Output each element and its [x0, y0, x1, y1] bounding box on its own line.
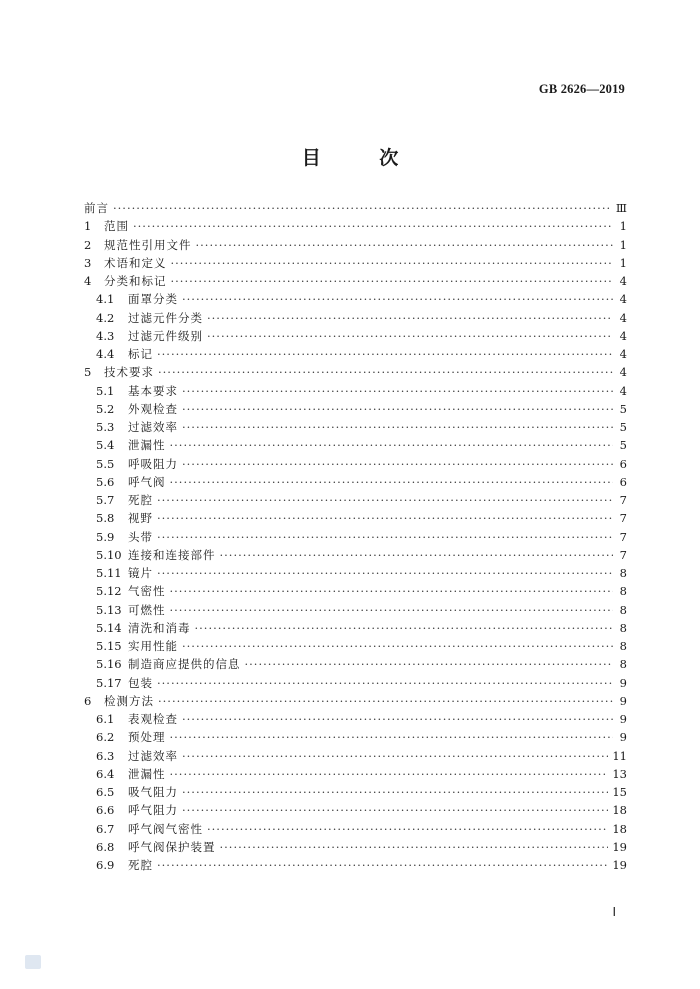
toc-entry-page: 9 [619, 712, 627, 726]
toc-entry[interactable] [84, 674, 627, 692]
toc-entry-page: 7 [619, 547, 627, 562]
toc-dot-leader [182, 747, 608, 765]
toc-entry[interactable] [84, 400, 627, 418]
toc-entry-page: 4 [619, 328, 627, 343]
toc-entry-page: 4 [619, 292, 627, 307]
toc-entry-page: 7 [619, 529, 627, 544]
toc-entry-page: 4 [619, 310, 627, 325]
toc-entry-number: 5.1 [96, 383, 115, 398]
toc-entry-title: 呼气阀保护装置 [128, 839, 216, 854]
toc-entry-title: 死腔 [128, 493, 153, 507]
toc-entry[interactable] [84, 692, 627, 710]
toc-entry-title: 过滤效率 [128, 420, 178, 434]
toc-entry-number: 5.17 [96, 675, 122, 690]
toc-entry-page: 18 [612, 821, 627, 836]
watermark-logo [25, 955, 41, 969]
toc-entry[interactable] [84, 801, 627, 819]
toc-entry[interactable] [84, 254, 627, 272]
toc-entry-page: 8 [619, 620, 627, 635]
toc-entry-page: 9 [619, 730, 627, 745]
toc-entry-number: 5.2 [96, 401, 115, 416]
toc-entry-title: 镜片 [128, 566, 153, 580]
toc-entry[interactable] [84, 418, 627, 436]
page-number: Ⅰ [612, 905, 616, 919]
toc-entry-number: 6.3 [96, 748, 115, 763]
toc-entry[interactable] [84, 564, 627, 582]
toc-entry-number: 6.8 [96, 839, 115, 854]
toc-entry-number: 5.4 [96, 438, 115, 453]
toc-entry[interactable] [84, 765, 627, 783]
toc-entry[interactable] [84, 217, 627, 235]
toc-entry-title: 泄漏性 [128, 766, 166, 781]
toc-entry-number: 4 [84, 274, 92, 288]
toc-entry-title: 视野 [128, 511, 153, 526]
toc-entry-page: 5 [619, 420, 627, 434]
toc-entry[interactable] [84, 363, 627, 381]
toc-entry-page: 8 [619, 657, 627, 672]
toc-dot-leader [182, 637, 613, 655]
toc-entry-number: 5.11 [96, 566, 122, 580]
toc-dot-leader [157, 856, 608, 874]
toc-dot-leader [207, 327, 613, 345]
toc-dot-leader [245, 655, 614, 673]
toc-entry-page: 1 [619, 237, 627, 252]
toc-dot-leader [170, 473, 614, 491]
toc-entry-page: 15 [612, 785, 627, 799]
toc-entry-number: 6.1 [96, 712, 115, 726]
toc-dot-leader [220, 838, 609, 856]
toc-entry-page: Ⅲ [615, 201, 627, 215]
toc-entry[interactable] [84, 655, 627, 673]
toc-dot-leader [207, 820, 608, 838]
toc-entry-page: 9 [619, 693, 627, 708]
toc-entry-title: 气密性 [128, 584, 166, 599]
toc-entry-title: 头带 [128, 529, 153, 544]
toc-entry[interactable] [84, 455, 627, 473]
toc-dot-leader [157, 528, 613, 546]
toc-entry-title: 标记 [128, 347, 153, 361]
toc-entry-title: 面罩分类 [128, 292, 178, 307]
page-title: 目 次 [301, 147, 425, 169]
toc-dot-leader [182, 455, 613, 473]
toc-entry[interactable] [84, 272, 627, 290]
toc-entry[interactable] [84, 856, 627, 874]
toc-dot-leader [170, 765, 609, 783]
toc-entry-number: 3 [84, 255, 92, 270]
toc-entry[interactable] [84, 327, 627, 345]
toc-entry-page: 1 [619, 219, 627, 234]
toc-entry[interactable] [84, 528, 627, 546]
toc-entry-number: 6.9 [96, 858, 115, 872]
toc-entry[interactable] [84, 509, 627, 527]
toc-dot-leader [133, 217, 613, 235]
toc-entry-number: 5.8 [96, 511, 115, 526]
toc-entry-number: 2 [84, 237, 92, 252]
standard-code: GB 2626—2019 [538, 82, 625, 96]
toc-dot-leader [157, 564, 613, 582]
toc-entry-number: 6.2 [96, 730, 115, 745]
toc-dot-leader [158, 363, 613, 381]
toc-entry-number: 5.12 [96, 584, 122, 599]
toc-entry-title: 死腔 [128, 858, 153, 872]
toc-entry-number: 5.7 [96, 493, 115, 507]
toc-entry-number: 5.15 [96, 639, 122, 653]
toc-entry-title: 可燃性 [128, 602, 166, 617]
toc-entry-number: 6.7 [96, 821, 115, 836]
toc-entry-page: 8 [619, 566, 627, 580]
toc-dot-leader [195, 619, 614, 637]
toc-entry[interactable] [84, 601, 627, 619]
toc-entry[interactable] [84, 747, 627, 765]
toc-entry-number: 4.1 [96, 292, 115, 307]
toc-entry[interactable] [84, 436, 627, 454]
toc-entry[interactable] [84, 290, 627, 308]
toc-entry-title: 呼气阻力 [128, 803, 178, 818]
toc-entry-title: 吸气阻力 [128, 785, 178, 799]
toc-entry-title: 过滤元件分类 [128, 310, 203, 325]
toc-entry-number: 6.6 [96, 803, 115, 818]
toc-entry-title: 实用性能 [128, 639, 178, 653]
toc-entry-number: 4.2 [96, 310, 115, 325]
toc-dot-leader [182, 783, 608, 801]
toc-entry[interactable] [84, 619, 627, 637]
toc-entry[interactable] [84, 491, 627, 509]
toc-entry-number: 5.5 [96, 456, 115, 471]
toc-entry-page: 8 [619, 639, 627, 653]
toc-entry-title: 预处理 [128, 730, 166, 745]
toc-entry[interactable] [84, 199, 627, 217]
toc-entry-title: 过滤元件级别 [128, 328, 203, 343]
toc-entry-page: 18 [612, 803, 627, 818]
toc-entry[interactable] [84, 546, 627, 564]
toc-dot-leader [182, 710, 613, 728]
toc-entry-page: 9 [619, 675, 627, 690]
toc-entry-number: 6.5 [96, 785, 115, 799]
toc-entry-number: 4.4 [96, 347, 115, 361]
toc-entry-title: 术语和定义 [104, 255, 167, 270]
toc-entry-title: 泄漏性 [128, 438, 166, 453]
toc-entry-title: 检测方法 [104, 693, 154, 708]
toc-dot-leader [170, 601, 614, 619]
toc-entry-page: 19 [612, 839, 627, 854]
toc-dot-leader [113, 199, 612, 217]
toc-entry-page: 6 [619, 456, 627, 471]
toc-dot-leader [158, 692, 613, 710]
toc-entry-title: 分类和标记 [104, 274, 167, 288]
toc-dot-leader [157, 674, 613, 692]
toc-entry-number: 4.3 [96, 328, 115, 343]
toc-entry-title: 外观检查 [128, 401, 178, 416]
toc-entry-page: 8 [619, 602, 627, 617]
toc-entry[interactable] [84, 710, 627, 728]
toc-entry[interactable] [84, 728, 627, 746]
toc-entry[interactable] [84, 838, 627, 856]
toc-entry-page: 7 [619, 493, 627, 507]
toc-entry-page: 13 [612, 766, 627, 781]
toc-entry[interactable] [84, 345, 627, 363]
toc-entry-title: 前言 [84, 201, 109, 215]
toc-dot-leader [170, 436, 614, 454]
toc-entry-title: 呼气阀气密性 [128, 821, 203, 836]
toc-entry-number: 6.4 [96, 766, 115, 781]
toc-entry[interactable] [84, 783, 627, 801]
toc-entry[interactable] [84, 582, 627, 600]
toc-entry-number: 1 [84, 219, 92, 234]
toc-entry-title: 呼吸阻力 [128, 456, 178, 471]
toc-entry-number: 5.14 [96, 620, 122, 635]
toc-entry-number: 5.6 [96, 474, 115, 489]
toc-entry-title: 规范性引用文件 [104, 237, 192, 252]
toc-entry[interactable] [84, 382, 627, 400]
toc-entry-page: 5 [619, 401, 627, 416]
toc-entry-number: 6 [84, 693, 92, 708]
toc-entry-title: 基本要求 [128, 383, 178, 398]
toc-entry-title: 范围 [104, 219, 129, 234]
toc-dot-leader [182, 290, 613, 308]
toc-entry-title: 呼气阀 [128, 474, 166, 489]
toc-dot-leader [171, 254, 614, 272]
toc-entry-number: 5.16 [96, 657, 122, 672]
toc-entry-number: 5.9 [96, 529, 115, 544]
toc-entry-title: 包装 [128, 675, 153, 690]
toc-dot-leader [170, 728, 614, 746]
toc-entry-page: 4 [619, 274, 627, 288]
toc-entry-number: 5.3 [96, 420, 115, 434]
toc-dot-leader [196, 236, 614, 254]
toc-dot-leader [157, 345, 613, 363]
toc-entry-page: 6 [619, 474, 627, 489]
toc-dot-leader [182, 382, 613, 400]
toc-entry-title: 过滤效率 [128, 748, 178, 763]
table-of-contents [84, 199, 627, 874]
toc-entry-title: 制造商应提供的信息 [128, 657, 241, 672]
toc-entry-title: 连接和连接部件 [128, 547, 216, 562]
toc-entry-page: 4 [619, 347, 627, 361]
toc-entry[interactable] [84, 473, 627, 491]
toc-entry-number: 5.10 [96, 547, 122, 562]
toc-dot-leader [182, 801, 608, 819]
toc-entry-page: 4 [619, 383, 627, 398]
toc-dot-leader [157, 509, 613, 527]
toc-dot-leader [182, 400, 613, 418]
toc-dot-leader [207, 309, 613, 327]
toc-entry[interactable] [84, 820, 627, 838]
toc-dot-leader [171, 272, 614, 290]
toc-entry-title: 清洗和消毒 [128, 620, 191, 635]
toc-entry-page: 8 [619, 584, 627, 599]
toc-entry-title: 表观检查 [128, 712, 178, 726]
toc-entry-number: 5 [84, 365, 92, 380]
toc-entry[interactable] [84, 309, 627, 327]
toc-entry-page: 5 [619, 438, 627, 453]
toc-dot-leader [170, 582, 614, 600]
toc-entry[interactable] [84, 236, 627, 254]
toc-dot-leader [182, 418, 613, 436]
toc-dot-leader [220, 546, 614, 564]
toc-entry-page: 1 [619, 255, 627, 270]
toc-entry-page: 7 [619, 511, 627, 526]
toc-dot-leader [157, 491, 613, 509]
toc-entry-number: 5.13 [96, 602, 122, 617]
toc-entry-title: 技术要求 [104, 365, 154, 380]
toc-entry-page: 19 [612, 858, 627, 872]
toc-entry[interactable] [84, 637, 627, 655]
toc-entry-page: 4 [619, 365, 627, 380]
toc-entry-page: 11 [612, 748, 627, 763]
